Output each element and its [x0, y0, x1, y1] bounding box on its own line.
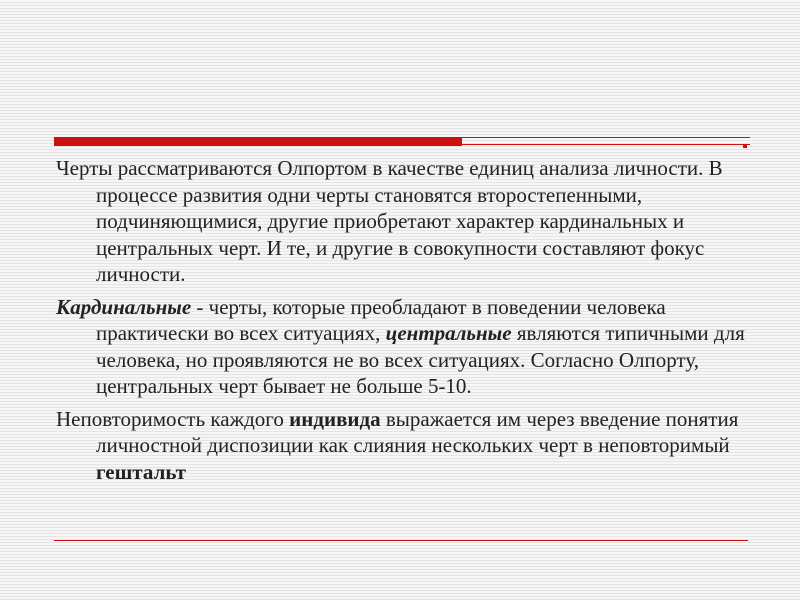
bottom-decorative-rule [54, 540, 748, 541]
paragraph-cardinal-central [56, 294, 746, 400]
rule-corner-mark [743, 144, 747, 148]
term-cardinal: Кардинальные [56, 294, 192, 319]
top-rule-thin-line [462, 137, 750, 138]
paragraph-text: являются типичными для человека, но проявляются не во всех ситуациях. Согласно Олпорту, центральных черт бывает не больше 5-10. [96, 321, 745, 398]
paragraph-text: Черты рассматриваются Олпортом в качестве единиц анализа личности. В процессе развития одни черты становятся второстепенными, подчиняющимися, другие приобретают характер кардинальных и центральных черт. И те, и другие в совокупности составляют фокус личности. [56, 156, 723, 286]
paragraph-traits-definition [56, 155, 746, 288]
term-gestalt: гештальт [96, 459, 186, 484]
paragraph-text: Неповторимость каждого [56, 406, 290, 431]
top-decorative-rule [54, 137, 750, 146]
paragraph-text: выражается им через введение понятия личностной диспозиции как слияния нескольких черт в неповторимый [96, 406, 739, 457]
top-rule-thick-bar [54, 137, 462, 146]
term-central: центральные [385, 321, 512, 345]
top-rule-thin-line-lower [462, 144, 750, 145]
slide-body [56, 155, 746, 491]
paragraph-uniqueness [56, 406, 746, 486]
paragraph-text: - черты, которые преобладают в поведении человека практически во всех ситуациях, [96, 294, 666, 345]
term-individual: индивида [289, 406, 381, 431]
